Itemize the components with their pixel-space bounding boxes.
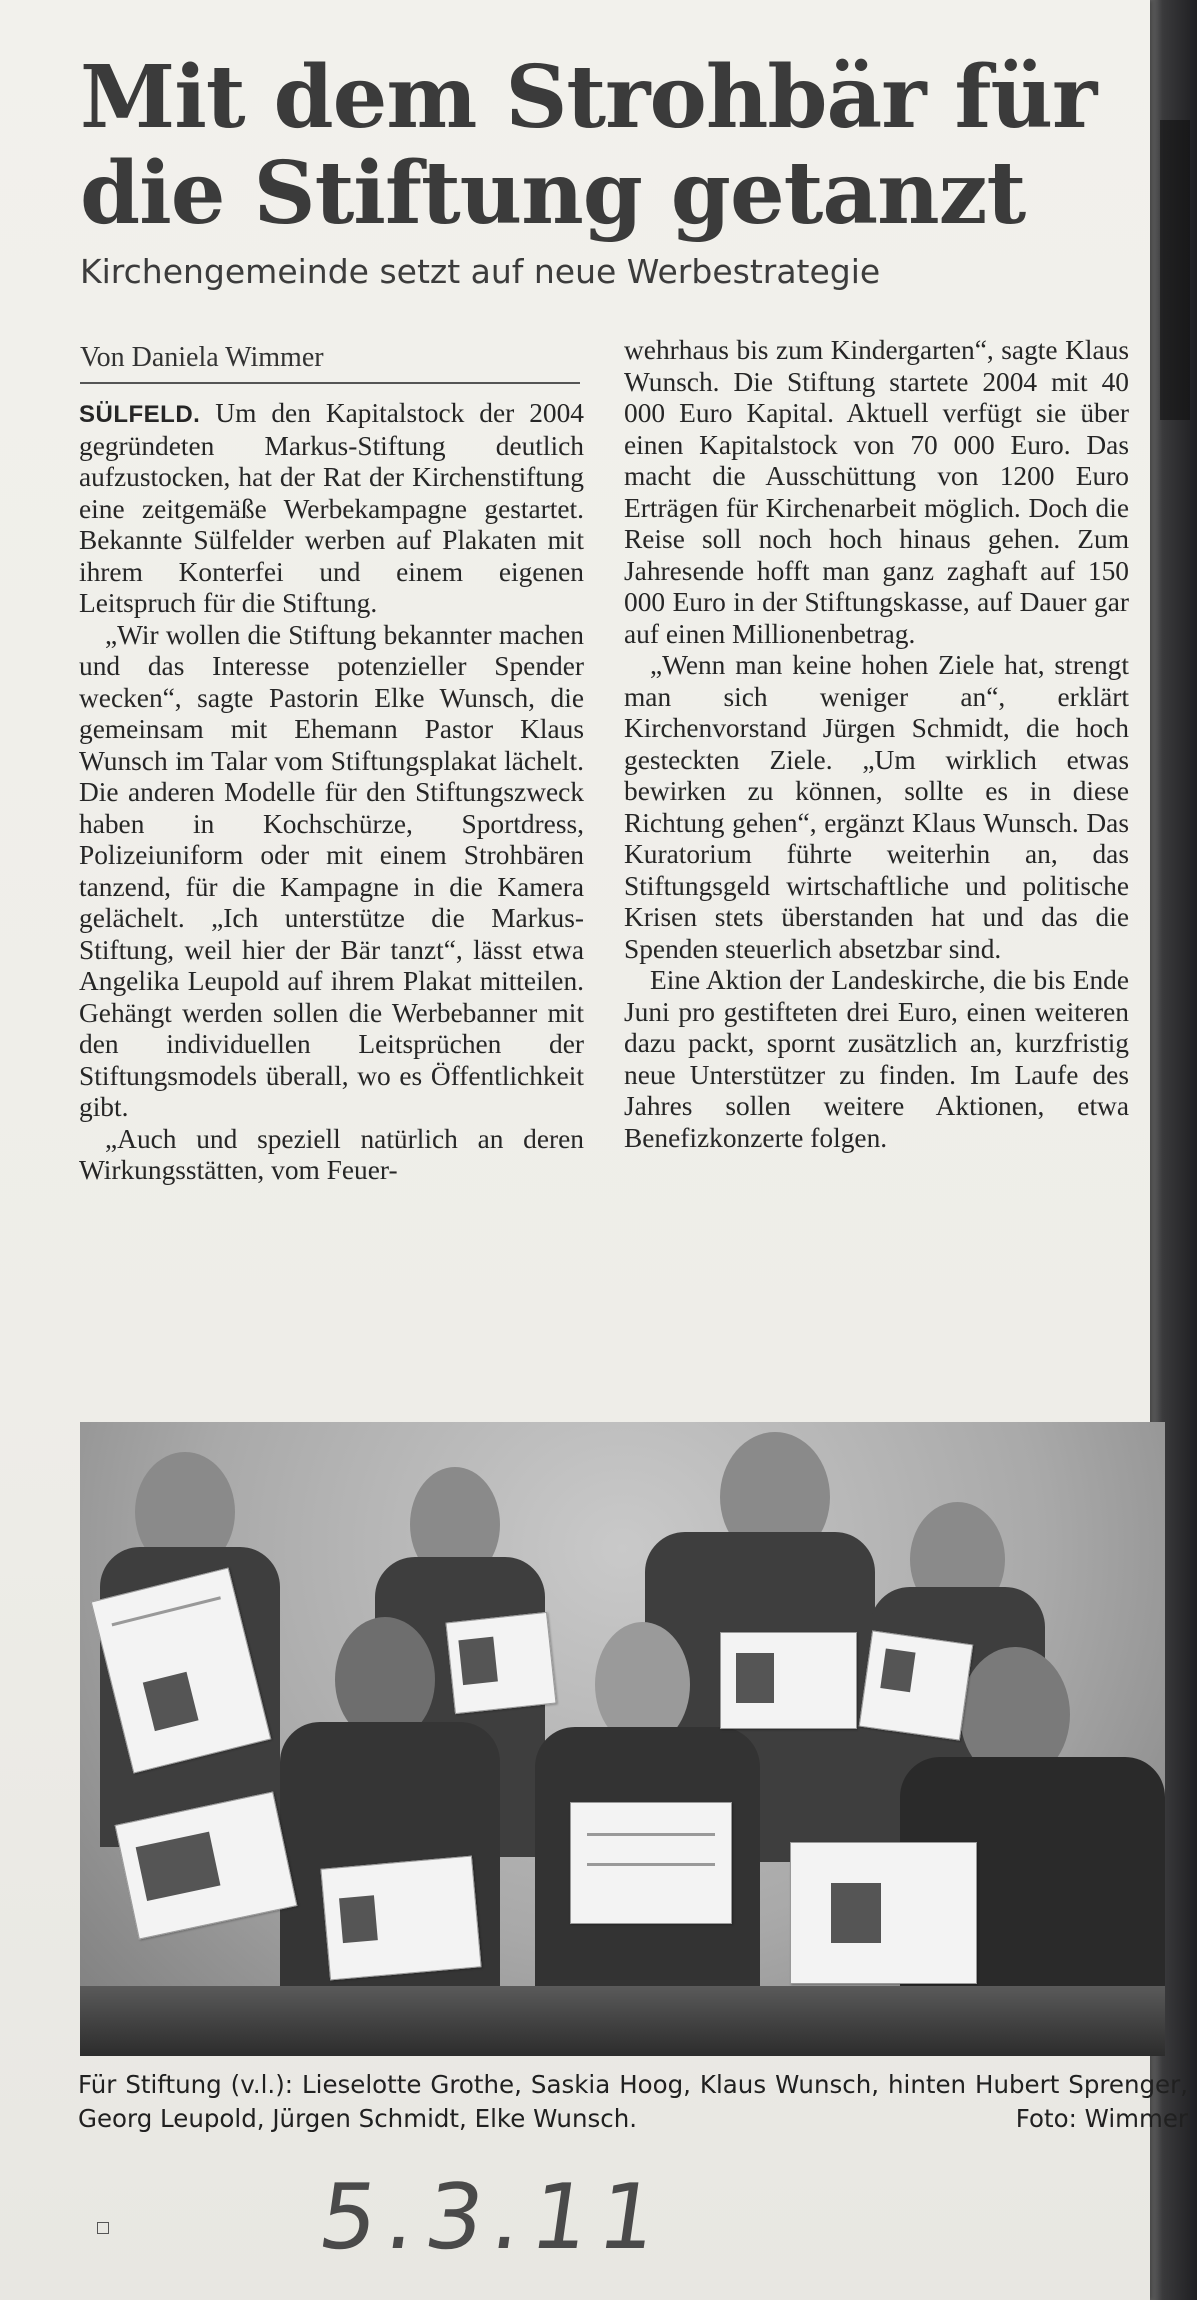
byline: Von Daniela Wimmer	[80, 340, 580, 384]
corner-mark	[97, 2222, 109, 2234]
article-column-right	[624, 335, 1129, 1154]
paragraph: „Auch und speziell natürlich an deren Wirkungsstätten, vom Feuer-	[79, 1123, 584, 1185]
poster-text	[587, 1863, 715, 1866]
poster	[445, 1612, 556, 1714]
poster-photo	[831, 1883, 881, 1943]
dateline: SÜLFELD.	[79, 401, 201, 428]
group-photo	[80, 1422, 1165, 2056]
poster	[790, 1842, 977, 1984]
poster	[720, 1632, 857, 1729]
paragraph: „Wir wollen die Stiftung bekannter machen und das Interesse potenzieller Spender wecken“, sagte Pastorin Elke Wunsch, die gemeinsam mit Ehemann Pastor Klaus Wunsch im Talar vom Stiftungsplakat lächelt. Die anderen Modelle für den Stiftungszweck haben in Kochschürze, Sportdress, Polizeiuniform oder mit einem Strohbären tanzend, für die Kampagne in die Kamera gelächelt. „Ich unterstütze die Markus-Stiftung, weil hier der Bär tanzt“, lässt etwa Angelika Leupold auf ihrem Plakat mitteilen. Gehängt werden sollen die Werbebanner mit den individuellen Leitsprüchen der Stiftungsmodels überall, wo es Öffentlichkeit gibt.	[79, 619, 584, 1122]
poster	[859, 1630, 974, 1740]
handwritten-date: 5.3.11	[312, 2165, 674, 2270]
poster-photo	[339, 1895, 378, 1943]
paragraph: „Wenn man keine hohen Ziele hat, strengt man sich weniger an“, erklärt Kirchenvorstand Jürgen Schmidt, die hoch gesteckten Ziele. „Um wirklich etwas bewirken zu können, sollte es in diese Richtung gehen“, ergänzt Klaus Wunsch. Das Kuratorium führte weiterhin an, das Stiftungsgeld wirtschaftliche und politische Krisen stets überstanden hat und das die Spenden steuerlich absetzbar sind.	[624, 650, 1129, 964]
paragraph: Eine Aktion der Landeskirche, die bis Ende Juni pro gestifteten drei Euro, einen weiteren dazu packt, spornt zusätzlich an, kurzfristig neue Unterstützer zu finden. Im Laufe des Jahres sollen weitere Aktionen, etwa Benefizkonzerte folgen.	[624, 965, 1129, 1153]
article-column-left	[79, 398, 584, 1187]
poster-photo	[136, 1832, 221, 1901]
poster-photo	[458, 1637, 498, 1685]
headline: Mit dem Strohbär für die Stiftung getanzt	[80, 47, 1097, 244]
poster-photo	[880, 1648, 915, 1692]
paragraph	[79, 398, 584, 620]
poster-photo	[736, 1653, 774, 1703]
paragraph: wehrhaus bis zum Kindergarten“, sagte Klaus Wunsch. Die Stiftung startete 2004 mit 40 000 Euro Kapital. Aktuell verfügt sie über einen Kapitalstock von 70 000 Euro. Das macht die Ausschüttung von 1200 Euro Erträgen für Kirchenarbeit möglich. Doch die Reise soll noch hoch hinaus gehen. Zum Jahresende hofft man ganz zaghaft auf 150 000 Euro in der Stiftungskasse, auf Dauer gar auf einen Millionenbetrag.	[624, 335, 1129, 649]
poster	[320, 1856, 481, 1981]
photo-table	[80, 1986, 1165, 2056]
poster-text	[112, 1596, 221, 1626]
poster	[570, 1802, 732, 1924]
photo-caption	[78, 2068, 1188, 2136]
poster-text	[587, 1833, 715, 1836]
caption-text: Für Stiftung (v.l.): Lieselotte Grothe, Saskia Hoog, Klaus Wunsch, hinten Hubert Sprenger, Georg Leupold, Jürgen Schmidt, Elke Wunsch.	[78, 2070, 1188, 2133]
poster-photo	[143, 1672, 199, 1731]
photo-credit: Foto: Wimmer	[1015, 2104, 1188, 2133]
background-shadow-mark	[1160, 120, 1190, 420]
subheadline: Kirchengemeinde setzt auf neue Werbestrategie	[80, 252, 881, 291]
paragraph-text: Um den Kapitalstock der 2004 gegründeten Markus-Stiftung deutlich aufzustocken, hat der Rat der Kirchenstiftung eine zeitgemäße Werbekampagne gestartet. Bekannte Sülfelder werben auf Plakaten mit ihrem Konterfei und einem eigenen Leitspruch für die Stiftung.	[79, 398, 584, 618]
